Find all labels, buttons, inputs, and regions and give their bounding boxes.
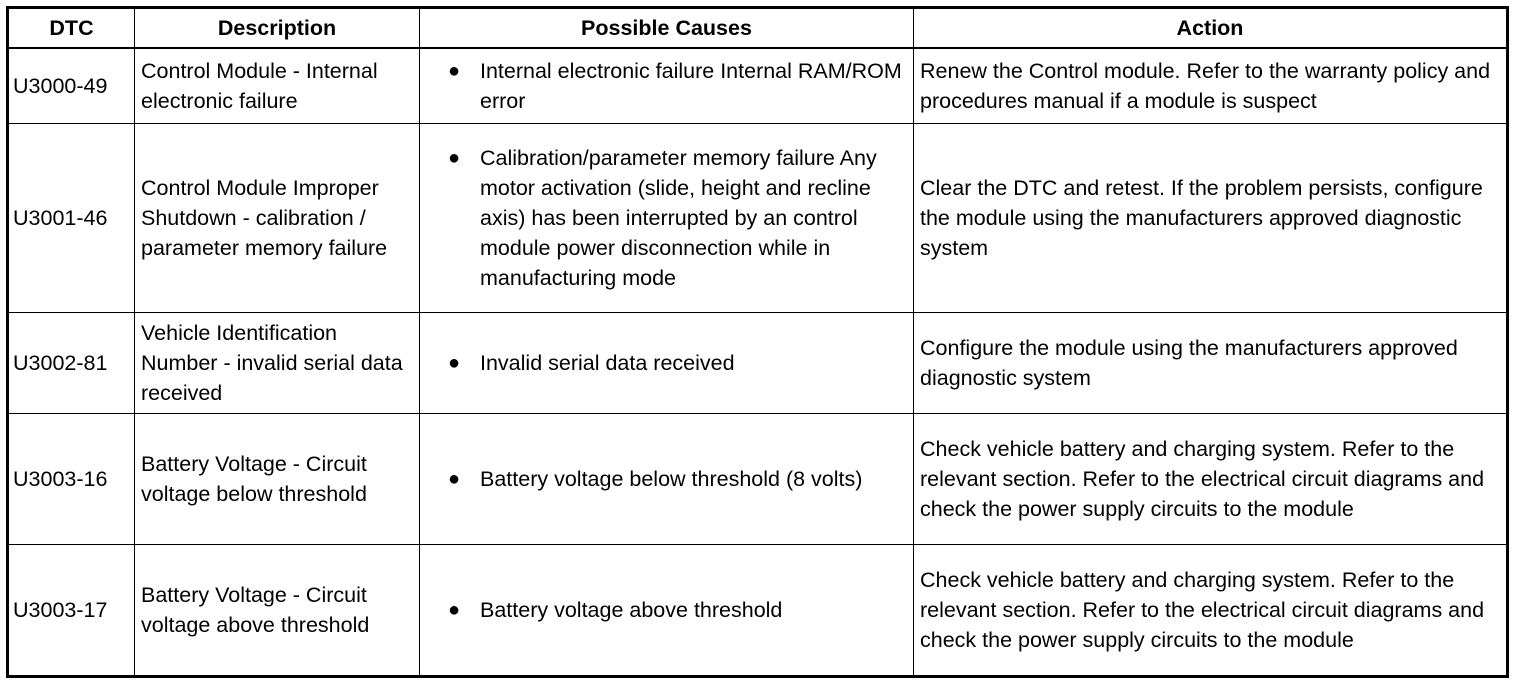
cause-text: Invalid serial data received	[480, 351, 735, 375]
bullet-icon: ●	[448, 599, 461, 621]
action-text: Check vehicle battery and charging system. Refer to the relevant section. Refer to the electrical circuit diagrams and check the power supply circuits to the module	[914, 545, 1508, 677]
cause-item	[424, 464, 909, 494]
cause-text: Internal electronic failure Internal RAM/ROM error	[480, 59, 902, 113]
table-row	[8, 545, 1508, 677]
dtc-code: U3003-16	[8, 414, 135, 545]
dtc-description: Vehicle Identification Number - invalid serial data received	[135, 313, 420, 414]
possible-causes-cell	[420, 414, 914, 545]
bullet-icon: ●	[448, 352, 461, 374]
possible-causes-cell	[420, 48, 914, 124]
table-row	[8, 414, 1508, 545]
action-text: Renew the Control module. Refer to the warranty policy and procedures manual if a module is suspect	[914, 48, 1508, 124]
table-row	[8, 48, 1508, 124]
table-header-row	[8, 8, 1508, 49]
dtc-code: U3000-49	[8, 48, 135, 124]
header-description: Description	[135, 8, 420, 49]
action-text: Configure the module using the manufacturers approved diagnostic system	[914, 313, 1508, 414]
cause-item	[424, 56, 909, 116]
cause-item	[424, 348, 909, 378]
cause-text: Calibration/parameter memory failure Any motor activation (slide, height and recline axis) has been interrupted by an control module power disconnection while in manufacturing mode	[480, 146, 877, 290]
cause-item	[424, 595, 909, 625]
dtc-code: U3002-81	[8, 313, 135, 414]
bullet-icon: ●	[448, 147, 461, 169]
dtc-table	[6, 6, 1509, 678]
possible-causes-cell	[420, 313, 914, 414]
bullet-icon: ●	[448, 468, 461, 490]
cause-text: Battery voltage below threshold (8 volts)	[480, 467, 863, 491]
possible-causes-cell	[420, 124, 914, 313]
cause-text: Battery voltage above threshold	[480, 598, 783, 622]
table-row	[8, 313, 1508, 414]
dtc-description: Control Module Improper Shutdown - calibration / parameter memory failure	[135, 124, 420, 313]
action-text: Clear the DTC and retest. If the problem persists, configure the module using the manufacturers approved diagnostic system	[914, 124, 1508, 313]
bullet-icon: ●	[448, 60, 461, 82]
table-row	[8, 124, 1508, 313]
dtc-code: U3001-46	[8, 124, 135, 313]
dtc-description: Battery Voltage - Circuit voltage above threshold	[135, 545, 420, 677]
cause-item	[424, 143, 909, 293]
dtc-description: Control Module - Internal electronic failure	[135, 48, 420, 124]
header-possible-causes: Possible Causes	[420, 8, 914, 49]
action-text: Check vehicle battery and charging system. Refer to the relevant section. Refer to the electrical circuit diagrams and check the power supply circuits to the module	[914, 414, 1508, 545]
header-action: Action	[914, 8, 1508, 49]
header-dtc: DTC	[8, 8, 135, 49]
dtc-description: Battery Voltage - Circuit voltage below threshold	[135, 414, 420, 545]
possible-causes-cell	[420, 545, 914, 677]
dtc-code: U3003-17	[8, 545, 135, 677]
